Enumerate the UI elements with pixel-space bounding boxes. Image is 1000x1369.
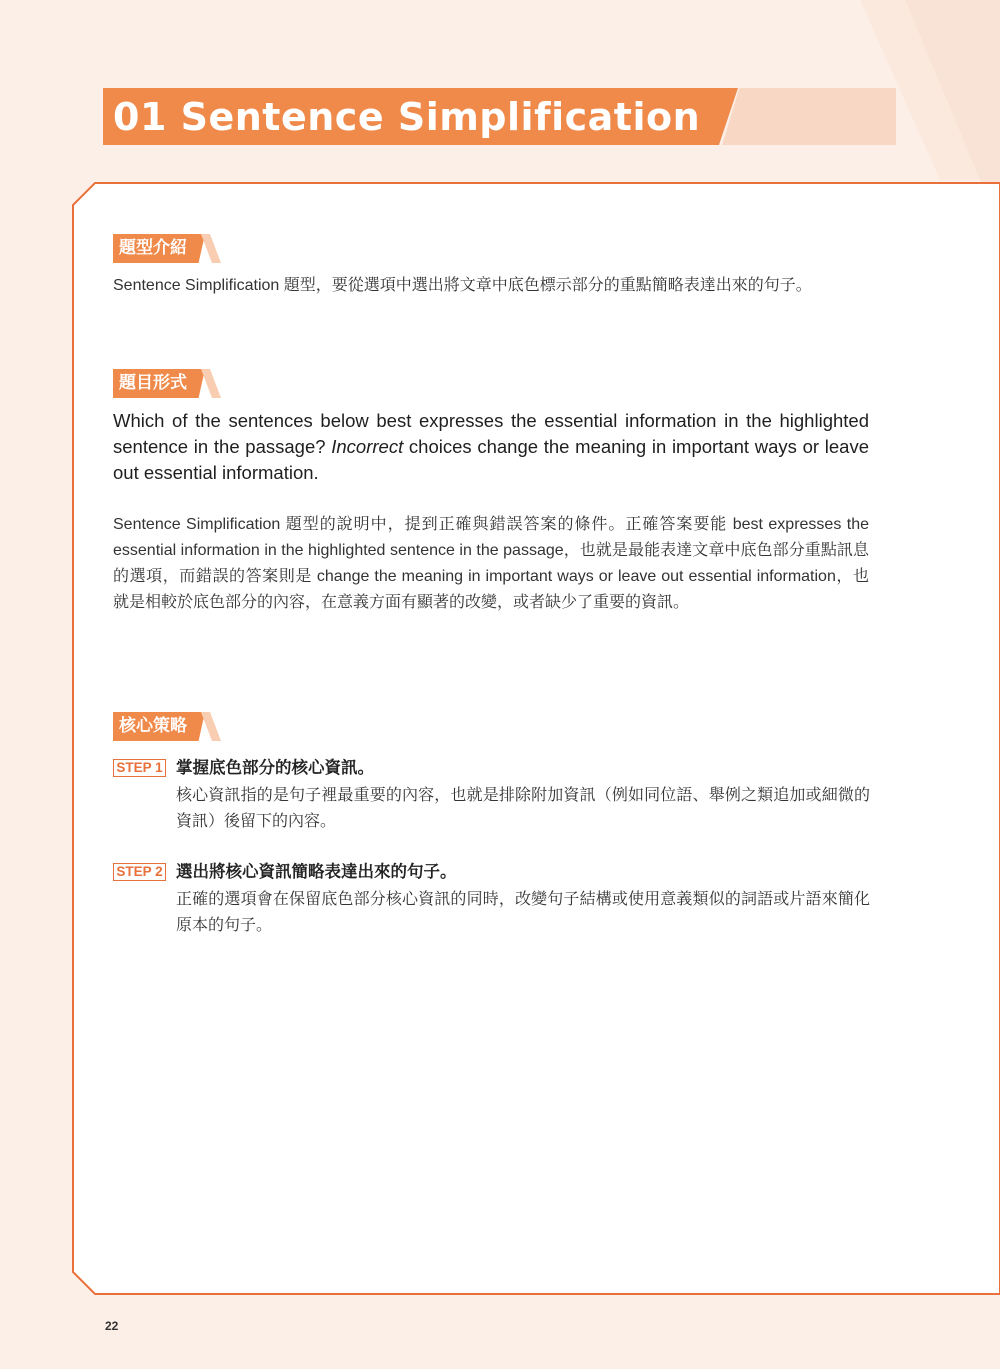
section-label-strategy [113,712,221,741]
question-italic: Incorrect [331,436,404,457]
intro-text: Sentence Simplification 題型，要從選項中選出將文章中底色標示部分的重點簡略表達出來的句子。 [113,277,812,294]
step-badge-1: STEP 1 [113,759,166,777]
section-label-text: 題目形式 [119,373,187,393]
section-label-text: 題型介紹 [119,238,187,258]
question-format-text [113,408,869,486]
question-part2: choices change the meaning in important ways or leave out essential information. [113,436,869,483]
section-label-format [113,369,221,398]
page-title: 01 Sentence Simplification [113,95,701,139]
section-label-intro [113,234,221,263]
step-title-1: 掌握底色部分的核心資訊。 [176,758,374,777]
question-part1: Which of the sentences below best expresses the essential information in the highlighted sentence in the passage? [113,410,869,457]
format-explanation: Sentence Simplification 題型的說明中，提到正確與錯誤答案的條件。正確答案要能 best expresses the essential information in the highlighted sentence in the passage，也就是最能表達文章中底色部分重點訊息的選項，而錯誤的答案則是 change the meaning in important ways or leave out essential information，也就是相較於底色部分的內容，在意義方面有顯著的改變，或者缺少了重要的資訊。 [113,516,869,611]
step-badge-2: STEP 2 [113,863,166,881]
step-body-1: 核心資訊指的是句子裡最重要的內容，也就是排除附加資訊（例如同位語、舉例之類追加或細微的資訊）後留下的內容。 [176,785,870,830]
step-body-2: 正確的選項會在保留底色部分核心資訊的同時，改變句子結構或使用意義類似的詞語或片語來簡化原本的句子。 [176,889,870,934]
page-number: 22 [105,1319,119,1333]
section-label-text: 核心策略 [119,716,187,736]
step-title-2: 選出將核心資訊簡略表達出來的句子。 [176,862,457,881]
